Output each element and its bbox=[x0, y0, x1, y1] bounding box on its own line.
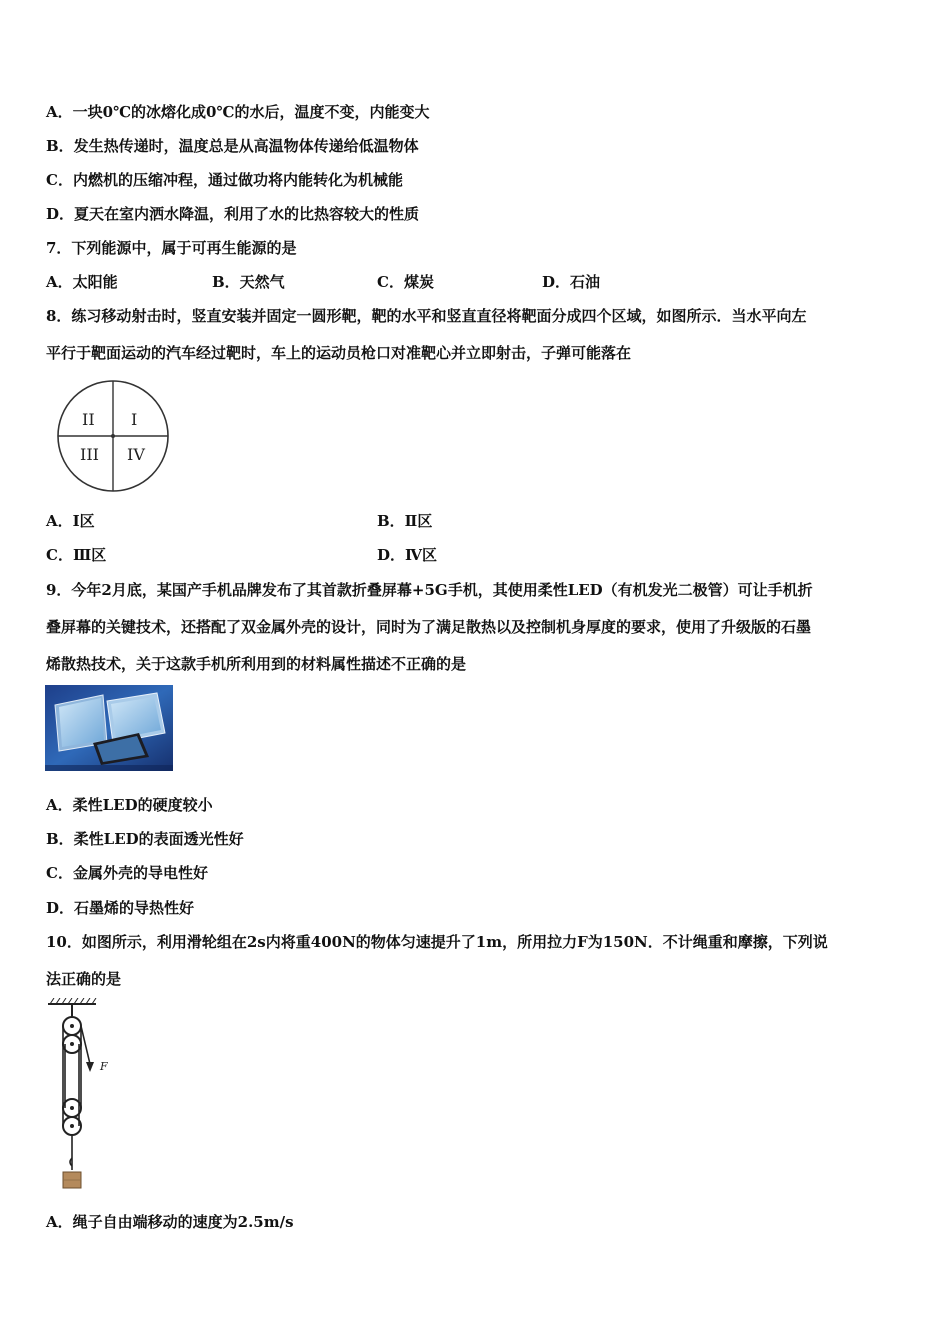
q8-stem-line2: 平行于靶面运动的汽车经过靶时，车上的运动员枪口对准靶心并立即射击，子弹可能落在 bbox=[46, 344, 632, 362]
q10-stem-line2: 法正确的是 bbox=[46, 970, 122, 988]
target-center bbox=[111, 434, 115, 438]
q7-stem: 7．下列能源中，属于可再生能源的是 bbox=[46, 239, 297, 257]
q10-stem-line1: 10．如图所示，利用滑轮组在2s内将重400N的物体匀速提升了1m，所用拉力F为150N．不计绳重和摩擦，下列说 bbox=[46, 933, 828, 951]
q6-option-d: D．夏天在室内洒水降温，利用了水的比热容较大的性质 bbox=[46, 205, 420, 223]
q9-stem-line1: 9．今年2月底，某国产手机品牌发布了其首款折叠屏幕+5G手机，其使用柔性LED（有机发光二极管）可让手机折 bbox=[46, 581, 813, 599]
q7-option-b: B．天然气 bbox=[212, 273, 285, 291]
q8-option-b: B．Ⅱ区 bbox=[377, 512, 433, 530]
force-label: F bbox=[100, 1060, 108, 1073]
q7-option-c: C．煤炭 bbox=[377, 273, 434, 291]
q8-option-a: A．Ⅰ区 bbox=[46, 512, 95, 530]
region-label-iv: IV bbox=[127, 445, 145, 464]
foldable-phone-photo bbox=[45, 685, 173, 771]
q9-stem-line3: 烯散热技术，关于这款手机所利用到的材料属性描述不正确的是 bbox=[46, 655, 467, 673]
q9-option-d: D．石墨烯的导热性好 bbox=[46, 899, 195, 917]
region-label-ii: II bbox=[82, 410, 95, 429]
region-label-iii: III bbox=[80, 445, 99, 464]
pulley-system-figure bbox=[44, 998, 114, 1192]
q10-option-a: A．绳子自由端移动的速度为2.5m/s bbox=[46, 1213, 294, 1231]
q8-option-d: D．Ⅳ区 bbox=[377, 546, 438, 564]
q7-option-d: D．石油 bbox=[542, 273, 601, 291]
ropes bbox=[63, 1026, 90, 1126]
q9-option-b: B．柔性LED的表面透光性好 bbox=[46, 830, 244, 848]
q9-option-c: C．金属外壳的导电性好 bbox=[46, 864, 208, 882]
q6-option-b: B．发生热传递时，温度总是从高温物体传递给低温物体 bbox=[46, 137, 419, 155]
q6-option-c: C．内燃机的压缩冲程，通过做功将内能转化为机械能 bbox=[46, 171, 403, 189]
target-figure bbox=[54, 380, 174, 496]
region-label-i: I bbox=[131, 410, 138, 429]
q8-stem-line1: 8．练习移动射击时，竖直安装并固定一圆形靶，靶的水平和竖直直径将靶面分成四个区域，如图所示．当水平向左 bbox=[46, 307, 807, 325]
q7-option-a: A．太阳能 bbox=[46, 273, 118, 291]
q6-option-a: A．一块0℃的冰熔化成0℃的水后，温度不变，内能变大 bbox=[46, 103, 430, 121]
q9-option-a: A．柔性LED的硬度较小 bbox=[46, 796, 213, 814]
pull-arrow bbox=[86, 1062, 94, 1072]
q9-stem-line2: 叠屏幕的关键技术，还搭配了双金属外壳的设计，同时为了满足散热以及控制机身厚度的要求，使用了升级版的石墨 bbox=[46, 618, 812, 636]
q8-option-c: C．Ⅲ区 bbox=[46, 546, 107, 564]
